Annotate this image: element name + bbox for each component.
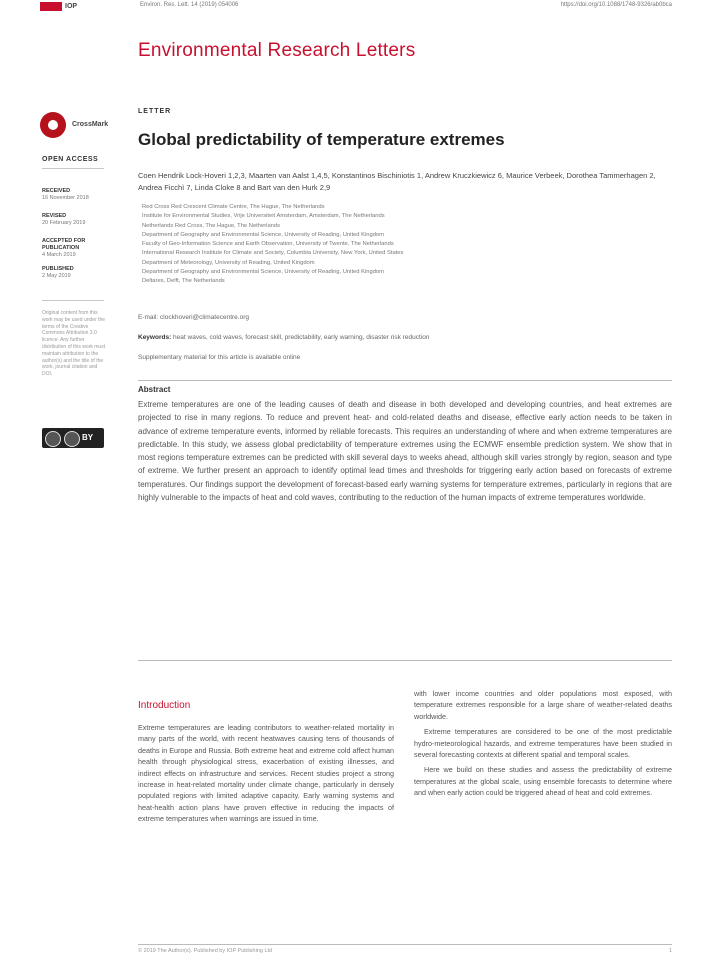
cc-by-label: BY xyxy=(82,433,94,442)
publisher-logo-mark xyxy=(40,2,62,11)
affiliation-item: Faculty of Geo-Information Science and Earth Observation, University of Twente, The Netherlands xyxy=(142,241,394,248)
history-accepted xyxy=(42,238,108,259)
affiliation-item: Department of Geography and Environmental Science, University of Reading, United Kingdom xyxy=(142,231,384,238)
section-heading-introduction: Introduction xyxy=(138,700,191,711)
history-received xyxy=(42,188,108,202)
body-column-left xyxy=(138,722,394,829)
attribution-icon xyxy=(64,431,80,447)
article-title: Global predictability of temperature extremes xyxy=(138,130,505,149)
corresponding-author[interactable]: E-mail: clockhoveri@climatecentre.org xyxy=(138,314,249,321)
supplementary-note[interactable]: Supplementary material for this article is available online xyxy=(138,354,301,361)
open-access-label: OPEN ACCESS xyxy=(42,156,99,163)
divider xyxy=(42,300,104,301)
affiliation-item: Department of Geography and Environmental Science, University of Reading, United Kingdom xyxy=(142,269,384,276)
paragraph: with lower income countries and older populations most exposed, with temperature extremes responsible for a large share of weather-related deaths worldwide. xyxy=(414,689,672,721)
affiliation-item: Netherlands Red Cross, The Hague, The Netherlands xyxy=(142,222,281,229)
crossmark-icon xyxy=(40,112,66,138)
history-label: REVISED xyxy=(42,213,67,219)
history-value: 20 February 2019 xyxy=(42,220,86,226)
paragraph: Extreme temperatures are considered to be one of the most predictable hydro-meteorological hazards, and extreme temperatures have been studied in several forecasting contexts at different spatial and temporal scales. xyxy=(414,727,672,760)
doi-link[interactable]: https://doi.org/10.1088/1748-9326/ab0bca xyxy=(560,2,672,8)
citation-line: Environ. Res. Lett. 14 (2019) 054006 xyxy=(140,2,239,8)
article-type: LETTER xyxy=(138,108,172,115)
footer-copyright: © 2019 The Author(s). Published by IOP Publishing Ltd xyxy=(138,948,273,954)
paragraph: Extreme temperatures are leading contributors to weather-related mortality in many parts of the world, with recent heatwaves causing tens of thousands of deaths in Europe and Russia. Both extreme heat and extreme cold affect human health through physiological stress, exacerbation of existing illnesses, and indirect effects on infrastructure and services. Recent studies project a strong increase in heat-related mortality under climate change, particularly in densely populated regions with limited adaptive capacity. Early warning systems and heat-health action plans have proven effective in reducing the impacts of extreme temperatures when warnings are issued in time. xyxy=(138,723,394,824)
abstract-heading: Abstract xyxy=(138,385,171,394)
history-value: 16 November 2018 xyxy=(42,195,89,201)
abstract-divider-top xyxy=(138,380,672,381)
history-label: RECEIVED xyxy=(42,188,71,194)
history-label: PUBLISHED xyxy=(42,266,74,272)
keywords xyxy=(138,334,429,341)
affiliation-item: Deltares, Delft, The Netherlands xyxy=(142,278,225,285)
history-label: ACCEPTED FOR PUBLICATION xyxy=(42,238,86,251)
license-text: Original content from this work may be used under the terms of the Creative Commons Attribution 3.0 licence. Any further distribution of this work must maintain attribution to the author(s) and the title of the work, journal citation and DOI. xyxy=(42,310,106,378)
affiliation-item: Red Cross Red Crescent Climate Centre, The Hague, The Netherlands xyxy=(142,204,325,210)
publisher-logo[interactable] xyxy=(40,2,100,12)
divider xyxy=(42,168,104,169)
footer-divider xyxy=(138,944,672,945)
publisher-logo-text: IOP xyxy=(65,3,78,10)
affiliation-item: Institute for Environmental Studies, Vrije Universiteit Amsterdam, Amsterdam, The Netherlands xyxy=(142,213,385,220)
author-list: Coen Hendrik Lock-Hoveri 1,2,3, Maarten van Aalst 1,4,5, Konstantinos Bischiniotis 1, Andrew Kruczkiewicz 6, Maurice Verbeek, Dorothea Tammerhagen 2, Andrea Ficchì 7, Linda Cloke 8 and Bart van den Hurk 2,9 xyxy=(138,171,656,192)
history-published xyxy=(42,266,108,280)
affiliation-item: International Research Institute for Climate and Society, Columbia University, New York, United States xyxy=(142,250,404,257)
cc-license-badge[interactable] xyxy=(42,428,104,448)
abstract-text: Extreme temperatures are one of the leading causes of death and disease in both developed and developing countries, and heat extremes are projected to rise in many regions. To reduce and prevent heat- and cold-related deaths and disease, effective early action needs to be taken in advance of extreme temperature events, informed by reliable forecasts. This requires an understanding of where and when extreme temperatures are predictable. In this study, we assess global predictability of temperature extremes using the ECMWF ensemble prediction system. We show that in most regions temperature extremes can be predicted with skill several days to weeks ahead, although skill varies strongly by region, season and type of extreme. We further present an approach to identify optimal lead times and thresholds for triggering early action based on forecasts of extreme temperatures. Our findings support the development of forecast-based early warning systems for temperature extremes, particularly in regions that are highly vulnerable to the impacts of heat and cold waves, contributing to the reduction of the human impacts of extreme temperatures worldwide. xyxy=(138,400,672,503)
crossmark-badge[interactable] xyxy=(40,112,120,140)
keywords-list: heat waves, cold waves, forecast skill, predictability, early warning, disaster risk reduction xyxy=(173,334,430,341)
history-revised xyxy=(42,213,108,227)
paragraph: Here we build on these studies and assess the predictability of extreme temperatures at the global scale, using ensemble forecasts to determine where and when early action could be triggered ahead of heat and cold extremes. xyxy=(414,765,672,798)
journal-title[interactable]: Environmental Research Letters xyxy=(138,40,416,61)
keywords-label: Keywords: xyxy=(138,334,172,341)
history-value: 4 March 2019 xyxy=(42,252,76,258)
affiliation-list xyxy=(142,203,662,287)
cc-icon xyxy=(45,431,61,447)
affiliation-item: Department of Meteorology, University of Reading, United Kingdom xyxy=(142,259,315,266)
page-number: 1 xyxy=(668,948,672,954)
abstract-divider-bottom xyxy=(138,660,672,661)
crossmark-label: CrossMark xyxy=(72,121,109,128)
body-column-right xyxy=(414,688,672,803)
history-value: 2 May 2019 xyxy=(42,273,71,279)
